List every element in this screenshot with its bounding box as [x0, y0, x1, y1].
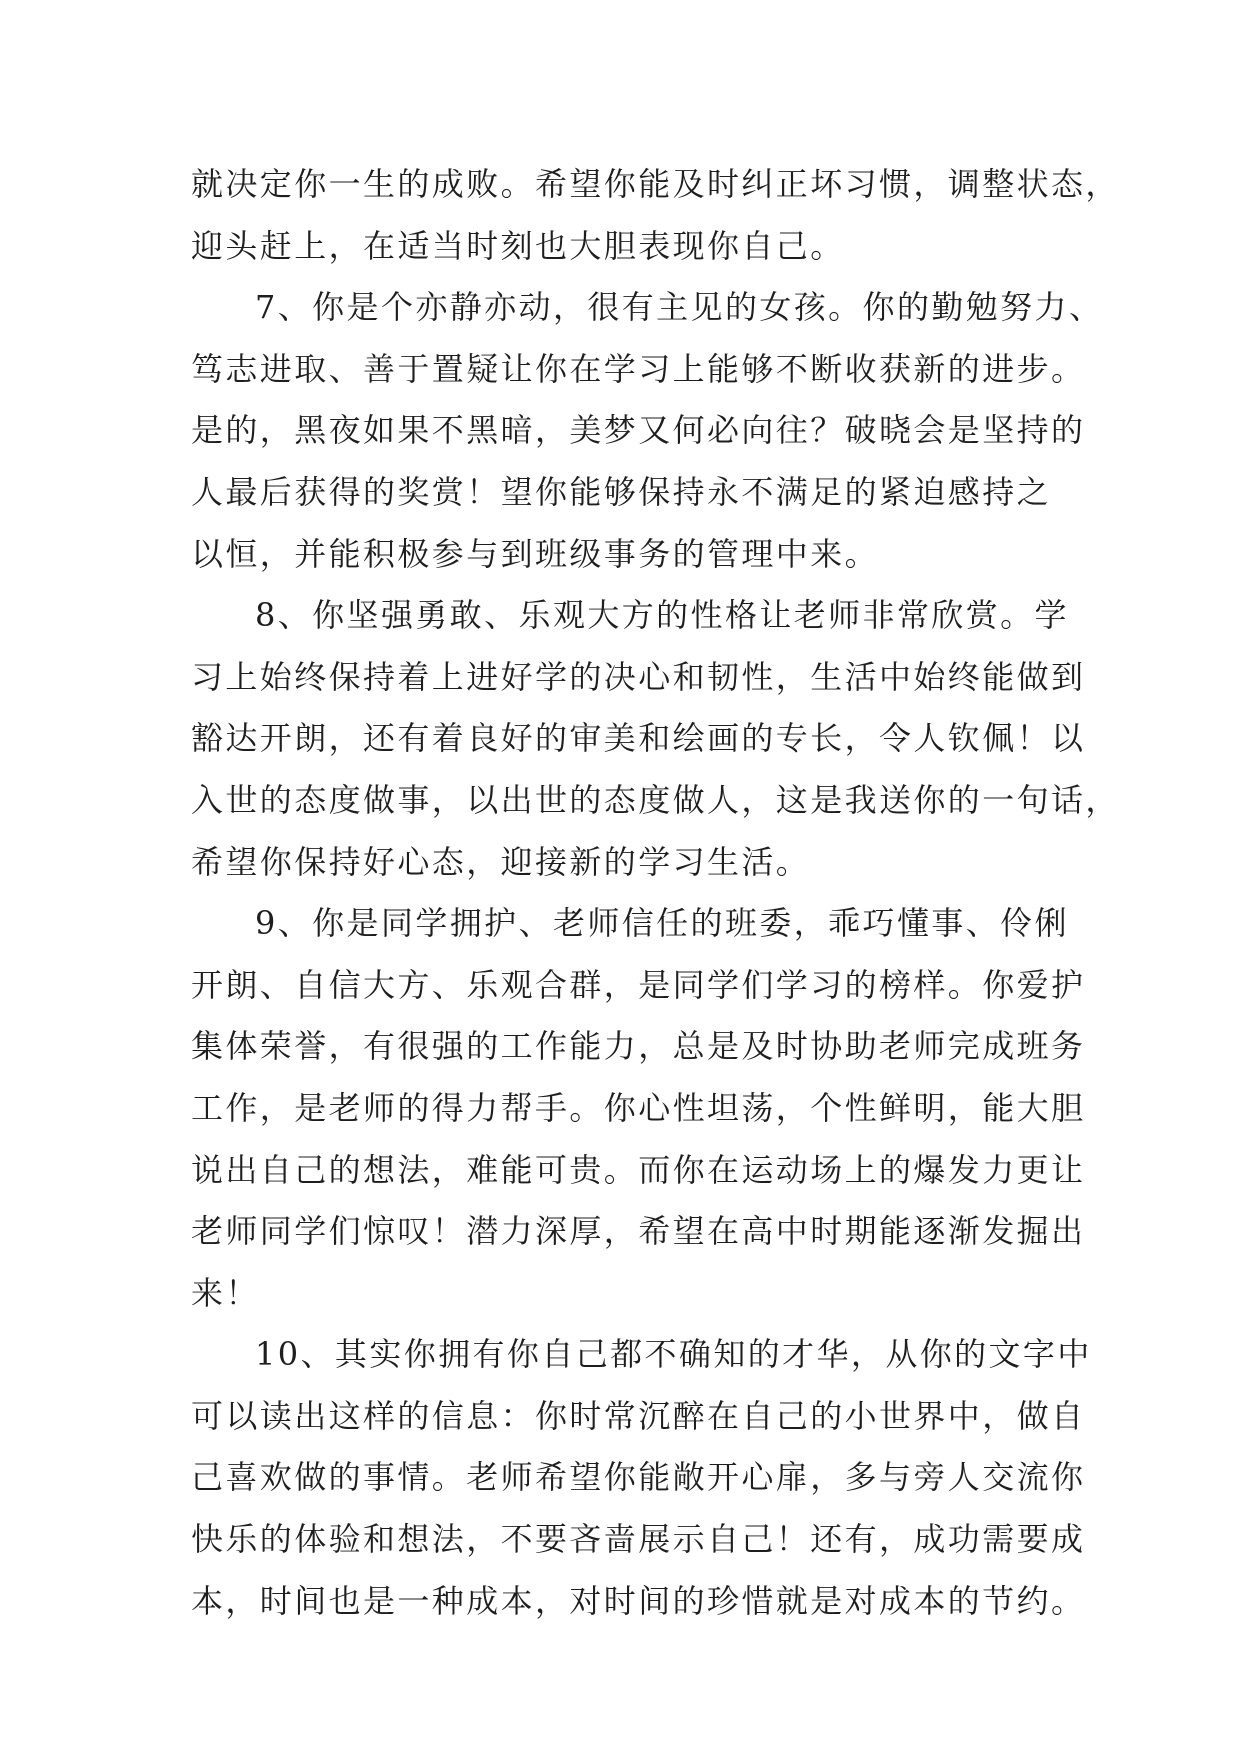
text-line: 人最后获得的奖赏！望你能够保持永不满足的紧迫感持之	[191, 472, 1052, 511]
text-line: 以恒，并能积极参与到班级事务的管理中来。	[191, 534, 880, 573]
text-line: 说出自己的想法，难能可贵。而你在运动场上的爆发力更让	[191, 1150, 1086, 1189]
text-line: 9、你是同学拥护、老师信任的班委，乖巧懂事、伶俐	[255, 904, 1069, 943]
text-line: 7、你是个亦静亦动，很有主见的女孩。你的勤勉努力、	[255, 288, 1104, 327]
document-body	[191, 154, 1120, 1632]
text-line: 开朗、自信大方、乐观合群，是同学们学习的榜样。你爱护	[191, 965, 1086, 1004]
text-line: 希望你保持好心态，迎接新的学习生活。	[191, 842, 811, 881]
text-line: 可以读出这样的信息：你时常沉醉在自己的小世界中，做自	[191, 1396, 1086, 1435]
text-line: 集体荣誉，有很强的工作能力，总是及时协助老师完成班务	[191, 1027, 1086, 1066]
text-line: 入世的态度做事，以出世的态度做人，这是我送你的一句话，	[191, 780, 1120, 819]
text-line: 是的，黑夜如果不黑暗，美梦又何必向往？破晓会是坚持的	[191, 411, 1086, 450]
paragraph-comment-9	[191, 893, 1086, 1324]
text-line: 老师同学们惊叹！潜力深厚，希望在高中时期能逐渐发掘出	[191, 1212, 1086, 1251]
text-line: 笃志进取、善于置疑让你在学习上能够不断收获新的进步。	[191, 349, 1086, 388]
paragraph-comment-7	[191, 277, 1104, 585]
text-line: 豁达开朗，还有着良好的审美和绘画的专长，令人钦佩！以	[191, 719, 1086, 758]
text-line: 迎头赶上，在适当时刻也大胆表现你自己。	[191, 226, 845, 265]
text-line: 工作，是老师的得力帮手。你心性坦荡，个性鲜明，能大胆	[191, 1088, 1086, 1127]
text-line: 来！	[191, 1273, 260, 1312]
text-line: 习上始终保持着上进好学的决心和韧性，生活中始终能做到	[191, 657, 1086, 696]
text-line: 就决定你一生的成败。希望你能及时纠正坏习惯，调整状态，	[191, 165, 1120, 203]
text-line: 8、你坚强勇敢、乐观大方的性格让老师非常欣赏。学	[255, 596, 1069, 635]
paragraph-continuation	[191, 154, 1120, 277]
text-line: 10、其实你拥有你自己都不确知的才华，从你的文字中	[255, 1335, 1092, 1374]
text-line: 己喜欢做的事情。老师希望你能敞开心扉，多与旁人交流你	[191, 1458, 1086, 1497]
paragraph-comment-10	[191, 1324, 1092, 1632]
text-line: 本，时间也是一种成本，对时间的珍惜就是对成本的节约。	[191, 1581, 1086, 1620]
paragraph-comment-8	[191, 585, 1120, 893]
text-line: 快乐的体验和想法，不要吝啬展示自己！还有，成功需要成	[191, 1520, 1086, 1559]
